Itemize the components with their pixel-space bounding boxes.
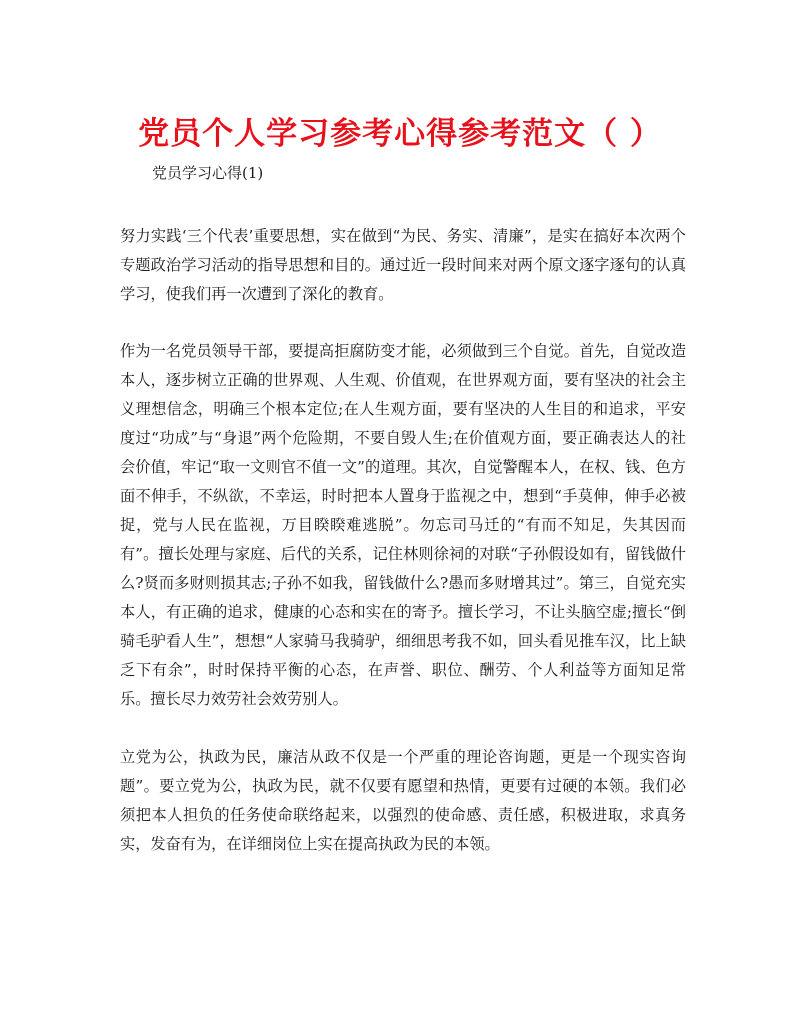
document-body (120, 222, 686, 887)
paragraph-1: 努力实践‘三个代表’重要思想，实在做到“为民、务实、清廉”，是实在搞好本次两个专题政治学习活动的指导思想和目的。通过近一段时间来对两个原文逐字逐句的认真学习，使我们再一次遭到了深化的教育。 (120, 227, 686, 303)
paragraph-2: 作为一名党员领导干部，要提高拒腐防变才能，必须做到三个自觉。首先，自觉改造本人，逐步树立正确的世界观、人生观、价值观，在世界观方面，要有坚决的社会主义理想信念，明确三个根本定位;在人生观方面，要有坚决的人生目的和追求，平安度过“功成”与“身退”两个危险期，不要自毁人生;在价值观方面，要正确表达人的社会价值，牢记“取一文则官不值一文”的道理。其次，自觉警醒本人，在权、钱、色方面不伸手，不纵欲，不幸运，时时把本人置身于监视之中，想到“手莫伸，伸手必被捉，党与人民在监视，万目睽睽难逃脱”。勿忘司马迁的“有而不知足，失其因而有”。擅长处理与家庭、后代的关系，记住林则徐祠的对联“子孙假设如有，留钱做什么?贤而多财则损其志;子孙不如我，留钱做什么?愚而多财增其过”。第三，自觉充实本人，有正确的追求，健康的心态和实在的寄予。擅长学习，不让头脑空虚;擅长“倒骑毛驴看人生”，想想“人家骑马我骑驴，细细思考我不如，回头看见推车汉，比上缺乏下有余”，时时保持平衡的心态，在声誉、职位、酬劳、个人利益等方面知足常乐。擅长尽力效劳社会效劳别人。 (120, 342, 686, 708)
paragraph-3: 立党为公，执政为民，廉洁从政不仅是一个严重的理论咨询题，更是一个现实咨询题”。要立党为公，执政为民，就不仅要有愿望和热情，更要有过硬的本领。我们必须把本人担负的任务使命联络起来，以强烈的使命感、责任感，积极进取，求真务实，发奋有为，在详细岗位上实在提高执政为民的本领。 (120, 748, 686, 853)
document-title: 党员个人学习参考心得参考范文（ ） (138, 116, 662, 152)
document-subtitle: 党员学习心得(1) (152, 164, 264, 182)
